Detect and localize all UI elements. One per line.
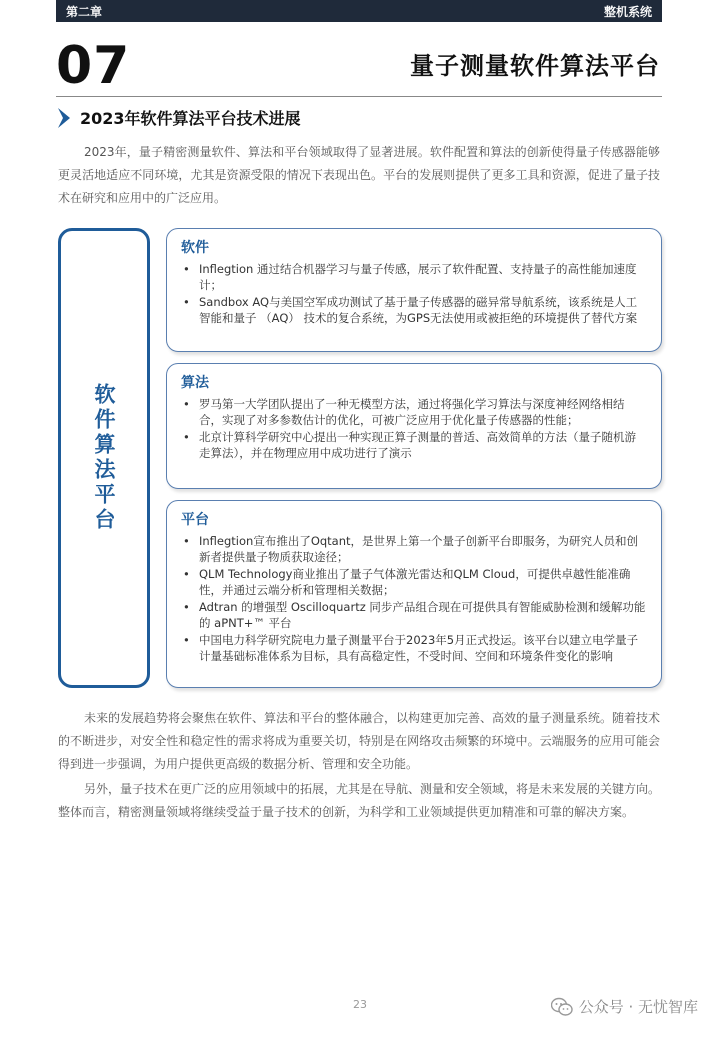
card-title: 算法 xyxy=(181,375,209,391)
watermark xyxy=(551,996,698,1017)
list-item: • 北京计算科学研究中心提出一种实现正算子测量的普适、高效简单的方法（量子随机游走算法），并在物理应用中成功进行了演示 xyxy=(181,429,647,461)
card-software xyxy=(166,228,662,352)
chapter-number: 07 xyxy=(56,36,131,96)
section-title: 2023年软件算法平台技术进展 xyxy=(80,109,301,128)
chevron-right-icon xyxy=(56,107,72,129)
chapter-label: 第二章 xyxy=(66,4,103,19)
bullet-list xyxy=(181,533,647,664)
list-item: • Inflegtion宣布推出了Oqtant，是世界上第一个量子创新平台即服务，为研究人员和创新者提供量子物质获取途径； xyxy=(181,533,647,565)
list-item: • QLM Technology商业推出了量子气体激光雷达和QLM Cloud，可提供卓越性能准确性，并通过云端分析和管理相关数据； xyxy=(181,566,647,598)
list-item: • 罗马第一大学团队提出了一种无模型方法，通过将强化学习算法与深度神经网络相结合，实现了对多参数估计的优化，可被广泛应用于优化量子传感器的性能； xyxy=(181,396,647,428)
card-title: 软件 xyxy=(181,240,209,256)
list-item: • Adtran 的增强型 Oscilloquartz 同步产品组合现在可提供具有智能威胁检测和缓解功能的 aPNT+™ 平台 xyxy=(181,599,647,631)
outlook-paragraph: 另外，量子技术在更广泛的应用领域中的拓展，尤其是在导航、测量和安全领域，将是未来发展的关键方向。整体而言，精密测量领域将继续受益于量子技术的创新，为科学和工业领域提供更加精准和可靠的解决方案。 xyxy=(58,782,661,819)
list-item: • Inflegtion 通过结合机器学习与量子传感，展示了软件配置、支持量子的高性能加速度计； xyxy=(181,261,647,293)
title-divider xyxy=(56,96,662,97)
page-title: 量子测量软件算法平台 xyxy=(410,51,660,80)
bullet-list xyxy=(181,261,647,326)
section-label: 整机系统 xyxy=(603,4,652,19)
bullet-list xyxy=(181,396,647,461)
watermark-text: 公众号 · 无忧智库 xyxy=(578,998,698,1016)
chapter-header-bar xyxy=(56,0,662,22)
wechat-icon xyxy=(551,997,573,1017)
card-platform xyxy=(166,500,662,688)
trend-paragraph: 未来的发展趋势将会聚焦在软件、算法和平台的整体融合，以构建更加完善、高效的量子测量系统。随着技术的不断进步，对安全性和稳定性的需求将成为重要关切，特别是在网络攻击频繁的环境中。云端服务的应用可能会得到进一步强调，为用户提供更高级的数据分析、管理和安全功能。 xyxy=(58,711,661,771)
list-item: • 中国电力科学研究院电力量子测量平台于2023年5月正式投运。该平台以建立电学量子计量基础标准体系为目标，具有高稳定性，不受时间、空间和环境条件变化的影响 xyxy=(181,632,647,664)
side-label: 软件算法平台 xyxy=(92,383,116,533)
list-item: • Sandbox AQ与美国空军成功测试了基于量子传感器的磁异常导航系统，该系统是人工智能和量子 （AQ） 技术的复合系统，为GPS无法使用或被拒绝的环境提供了替代方案 xyxy=(181,294,647,326)
section-heading xyxy=(56,106,301,129)
intro-paragraph: 2023年，量子精密测量软件、算法和平台领域取得了显著进展。软件配置和算法的创新使得量子传感器能够更灵活地适应不同环境，尤其是资源受限的情况下表现出色。平台的发展则提供了更多工具和资源，促进了量子技术在研究和应用中的广泛应用。 xyxy=(58,145,660,205)
page-number: 23 xyxy=(353,998,367,1011)
side-label-box xyxy=(58,228,150,688)
card-algorithm xyxy=(166,363,662,489)
card-title: 平台 xyxy=(181,512,209,528)
